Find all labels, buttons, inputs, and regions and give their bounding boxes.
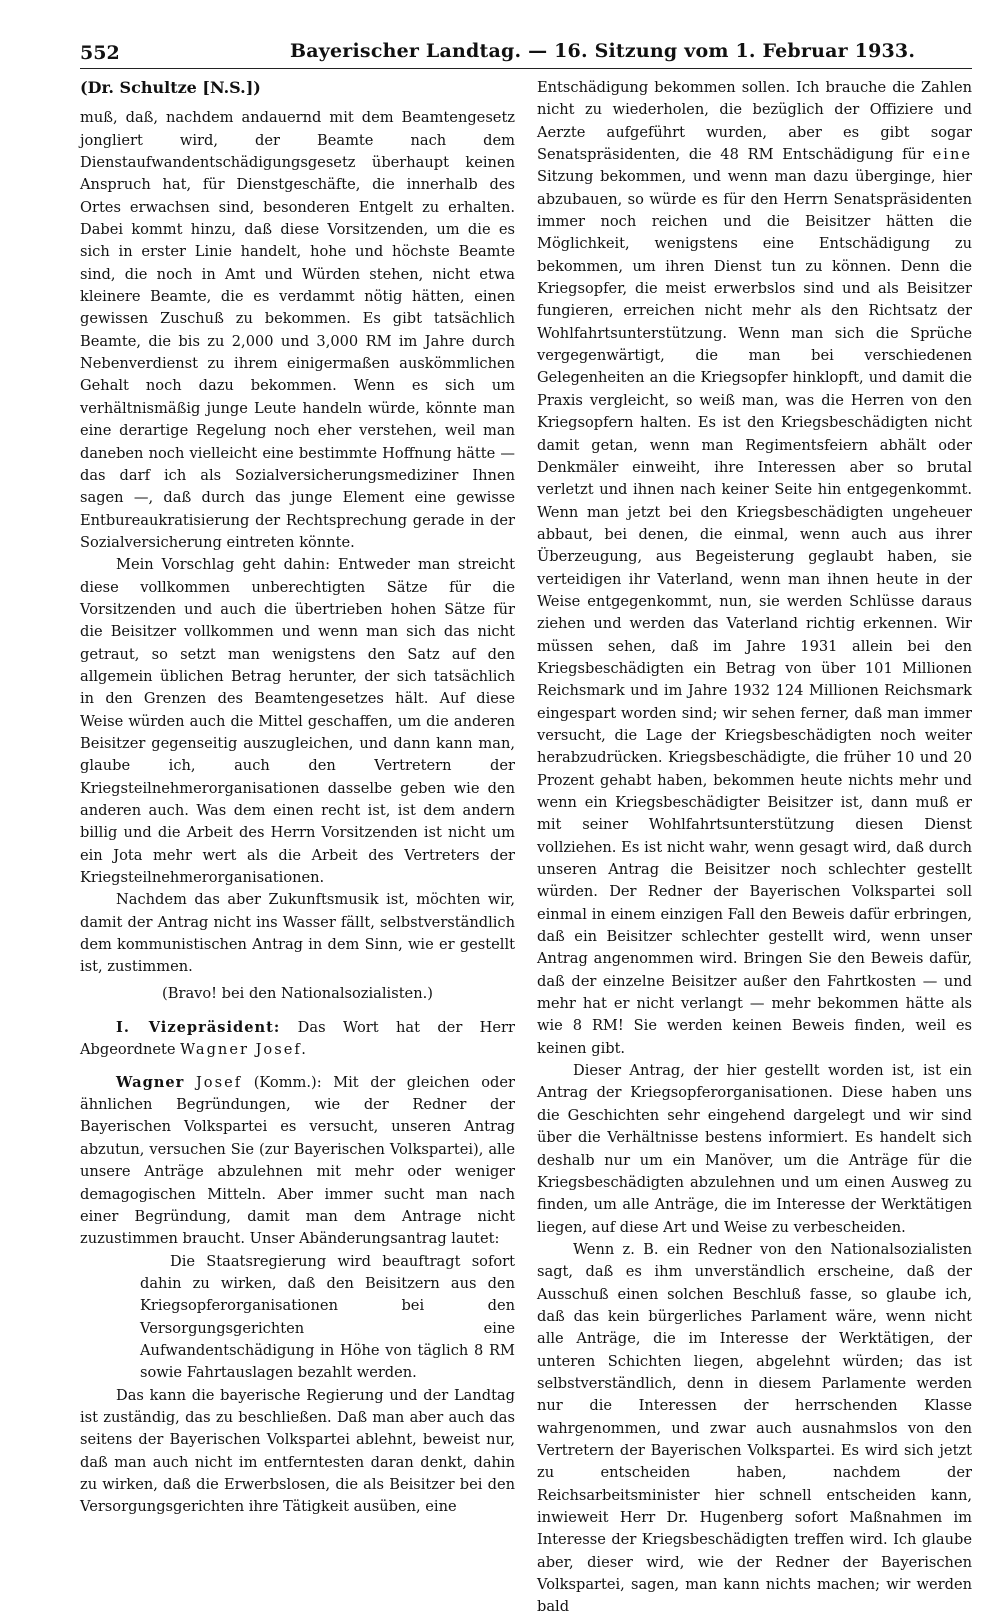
paragraph: [537, 77, 972, 1060]
quote-text: Die Staatsregierung wird beauftragt sofort dahin zu wirken, daß den Beisitzern aus den Kriegsopferorganisationen bei den Versorgungsgerichten eine Aufwandentschädigung in Höhe von täglich 8 RM sowie Fahrtauslagen bezahlt werden.: [140, 1252, 515, 1382]
page-number: 552: [80, 42, 120, 64]
speaker-continuation: (Dr. Schultze [N.S.]): [80, 78, 261, 97]
right-column: [537, 77, 972, 1619]
paragraph: Das kann die bayerische Regierung und der Landtag ist zuständig, das zu beschließen. Daß man aber auch das seitens der Bayerischen Volkspartei ablehnt, beweist nur, daß man auch nicht im entferntesten daran denkt, dahin zu wirken, daß die Erwerbslosen, die als Beisitzer bei den Versorgungsgerichten ihre Tätigkeit ausüben, eine: [80, 1386, 515, 1516]
paragraph: muß, daß, nachdem andauernd mit dem Beamtengesetz jongliert wird, der Beamte nach dem Dienstaufwandentschädigungsgesetz überhaupt keinen Anspruch hat, für Dienstgeschäfte, die innerhalb des Ortes erwachsen sind, besonderen Entgelt zu erhalten. Dabei kommt hinzu, daß diese Vorsitzenden, um die es sich in erster Linie handelt, hohe und höchste Beamte sind, die noch in Amt und Würden stehen, nicht etwa kleinere Beamte, die es verdammt nötig hätten, einen gewissen Zuschuß zu bekommen. Es gibt tatsächlich Beamte, die bis zu 2,000 und 3,000 RM im Jahre durch Nebenverdienst zu ihrem einigermaßen auskömmlichen Gehalt noch dazu bekommen. Wenn es sich um verhältnismäßig junge Leute handeln würde, könnte man eine derartige Regelung noch eher verstehen, weil man daneben noch vielleicht eine bestimmte Hoffnung hätte — das darf ich als Sozialversicherungsmediziner Ihnen sagen —, daß durch das junge Element eine gewisse Entbureaukratisierung der Rechtsprechung gerade in der Sozialversicherung eintreten könnte.: [80, 109, 515, 551]
statement-text: Das Wort hat der Herr Abgeordnete: [80, 1019, 515, 1059]
emphasized-word: eine: [932, 146, 973, 164]
paragraph: Dieser Antrag, der hier gestellt worden ist, ist ein Antrag der Kriegsopferorganisationen. Diese haben uns die Geschichten sehr eingehend dargelegt und wir sind über die Verhältnisse bestens informiert. Es handelt sich deshalb nur um ein Manöver, um die Anträge für die Kriegsbeschädigten abzulehnen und um einen Ausweg zu finden, um alle Anträge, die im Interesse der Werktätigen liegen, auf diese Art und Weise zu verbescheiden.: [537, 1062, 972, 1236]
paragraph: Nachdem das aber Zukunftsmusik ist, möchten wir, damit der Antrag nicht ins Wasser fällt, selbstverständlich dem kommunistischen Antrag in dem Sinn, wie er gestellt ist, zustimmen.: [80, 891, 515, 976]
running-head: Bayerischer Landtag. — 16. Sitzung vom 1. Februar 1933.: [290, 40, 916, 62]
statement-text: (Komm.): Mit der gleichen oder ähnlichen Begründungen, wie der Redner der Bayerischen Volkspartei es versucht, unseren Antrag abzutun, versuchen Sie (zur Bayerischen Volkspartei), alle unsere Anträge abzulehnen mit mehr oder weniger demagogischen Mitteln. Aber immer sucht man nach einer Begründung, damit man dem Antrage nicht zuzustimmen braucht. Unser Abänderungsantrag lautet:: [80, 1073, 515, 1248]
speaker-name: Wagner Josef.: [180, 1041, 308, 1059]
text-span: Sitzung bekommen, und wenn man dazu überginge, hier abzubauen, so würde es für den Herrn Senatspräsidenten immer noch reichen und die Beisitzer hätten die Möglichkeit, wenigstens eine Entschädigung zu bekommen, um ihren Dienst tun zu können. Denn die Kriegsopfer, die meist erwerbslos sind und als Beisitzer fungieren, erreichen nicht mehr als den Richtsatz der Wohlfahrtsunterstützung. Wenn man sich die Sprüche vergegenwärtigt, die man bei verschiedenen Gelegenheiten an die Kriegsopfer hinklopft, und damit die Praxis vergleicht, so weiß man, was die Herren von den Kriegsopfern halten. Es ist den Kriegsbeschädigten nicht damit getan, wenn man Regimentsfeiern abhält oder Denkmäler einweiht, ihre Interessen aber so brutal verletzt und ihnen nach keiner Seite hin entgegenkommt. Wenn man jetzt bei den Kriegsbeschädigten ungeheuer abbaut, bei denen, die einmal, wenn auch aus ihrer Überzeugung, aus Begeisterung geglaubt haben, sie verteidigen ihr Vaterland, wenn man ihnen heute in der Weise entgegenkommt, nun, sie werden Schlüsse daraus ziehen und werden das Vaterland richtig erkennen. Wir müssen sehen, daß im Jahre 1931 allein bei den Kriegsbeschädigten ein Betrag von über 101 Millionen Reichsmark und im Jahre 1932 124 Millionen Reichsmark eingespart worden sind; wir sehen ferner, daß man immer versucht, die Lage der Kriegsbeschädigten noch weiter herabzudrücken. Kriegsbeschädigte, die früher 10 und 20 Prozent gehabt haben, bekommen heute nichts mehr und wenn ein Kriegsbeschädigter Beisitzer ist, dann muß er mit seiner Wohlfahrtsunterstützung diesen Dienst vollziehen. Es ist nicht wahr, wenn gesagt wird, daß durch unseren Antrag die Beisitzer noch schlechter gestellt würden. Der Redner der Bayerischen Volkspartei soll einmal in einem einzigen Fall den Beweis dafür erbringen, daß ein Beisitzer schlechter gestellt wird, wenn unser Antrag angenommen wird. Bringen Sie den Beweis dafür, daß der einzelne Beisitzer außer den Fahrtkosten — und mehr hat er nicht verlangt — mehr bekommen hätte als wie 8 RM! Sie werden keinen Beweis finden, weil es keinen gibt.: [537, 168, 972, 1057]
speaker-label: Wagner: [116, 1073, 185, 1091]
text-columns: [80, 77, 972, 1619]
paragraph: Mein Vorschlag geht dahin: Entweder man streicht diese vollkommen unberechtigten Sätze für die Vorsitzenden und auch die übertrieben hohen Sätze für die Beisitzer vollkommen und wenn man sich das nicht getraut, so setzt man wenigstens den Satz auf den allgemein üblichen Betrag herunter, der sich tatsächlich in den Grenzen des Beamtengesetzes hält. Auf diese Weise würden auch die Mittel geschaffen, um die anderen Beisitzer gegenseitig auszugleichen, und dann kann man, glaube ich, auch den Vertretern der Kriegsteilnehmerorganisationen dasselbe geben wie den anderen auch. Was dem einen recht ist, ist dem andern billig und die Arbeit des Herrn Vorsitzenden ist nicht um ein Jota mehr wert als die Arbeit des Vertreters der Kriegsteilnehmerorganisationen.: [80, 556, 515, 887]
left-column: [80, 77, 515, 1619]
applause-note: (Bravo! bei den Nationalsozialisten.): [162, 984, 433, 1002]
wagner-statement: [80, 1072, 515, 1251]
vice-president-statement: [80, 1017, 515, 1062]
paragraph: Wenn z. B. ein Redner von den Nationalsozialisten sagt, daß es ihm unverständlich erscheine, daß der Ausschuß einen solchen Beschluß fasse, so glaube ich, daß das kein bürgerliches Parlament wäre, wenn nicht alle Anträge, die im Interesse der Werktätigen, der unteren Schichten liegen, abgelehnt würden; das ist selbstverständlich, denn in diesem Parlamente werden nur die Interessen der herrschenden Klasse wahrgenommen, und zwar auch ausnahmslos von den Vertretern der Bayerischen Volkspartei. Es wird sich jetzt zu entscheiden haben, nachdem der Reichsarbeitsminister hier schnell entscheiden kann, inwieweit Herr Dr. Hugenberg sofort Maßnahmen im Interesse der Kriegsbeschädigten treffen wird. Ich glaube aber, dieser wird, wie der Redner der Bayerischen Volkspartei, sagen, man kann nichts machen; wir werden bald: [537, 1240, 972, 1616]
text-span: Entschädigung bekommen sollen. Ich brauche die Zahlen nicht zu wiederholen, die bezüglich der Offiziere und Aerzte aufgeführt wurden, aber es gibt sogar Senatspräsidenten, die 48 RM Entschädigung für: [537, 79, 972, 164]
motion-quote: [80, 1251, 515, 1385]
page-header: [80, 38, 972, 69]
speaker-label: I. Vizepräsident:: [116, 1019, 281, 1037]
speaker-first-name: Josef: [195, 1073, 243, 1091]
